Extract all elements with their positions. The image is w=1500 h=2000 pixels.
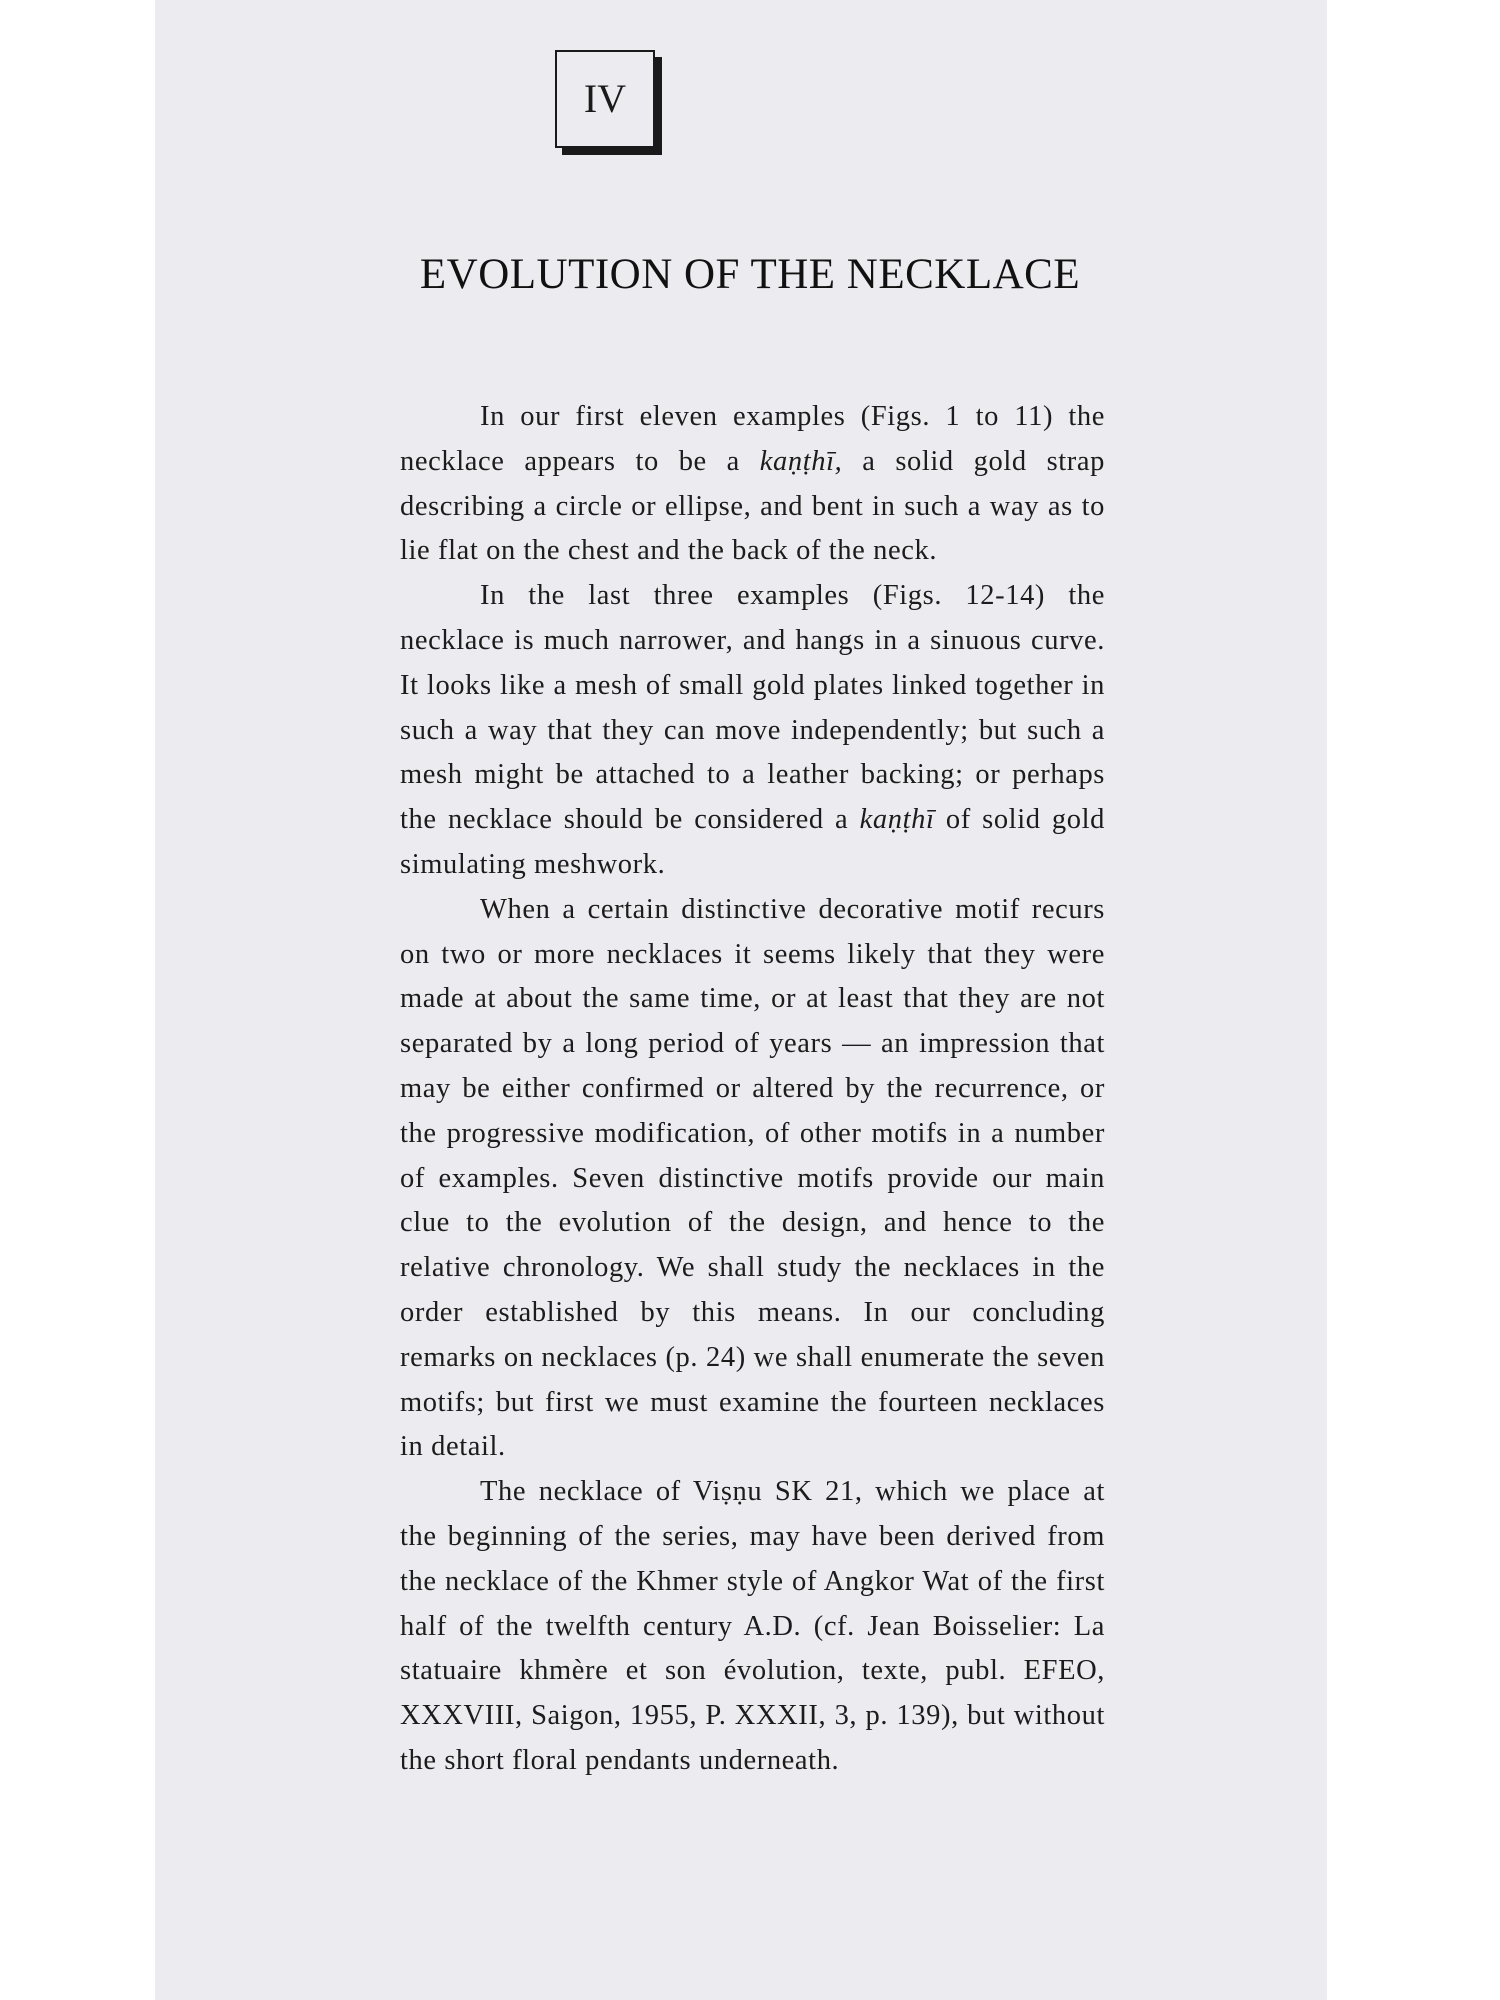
paragraph-1: In our first eleven examples (Figs. 1 to 11) the necklace appears to be a kaṇṭhī, a solid gold strap describing a circle or ellipse, and bent in such a way as to lie flat on the chest and the back of the neck.: [400, 401, 1106, 567]
body-text: [400, 395, 1105, 1784]
chapter-number: IV: [583, 76, 627, 121]
paragraph-2: In the last three examples (Figs. 12-14) the necklace is much narrower, and hangs in a sinuous curve. It looks like a mesh of small gold plates linked together in such a way that they can move independently; but such a mesh might be attached to a leather backing; or perhaps the necklace should be considered a kaṇṭhī of solid gold simulating meshwork.: [400, 580, 1105, 880]
paragraph-4: The necklace of Viṣṇu SK 21, which we place at the beginning of the series, may have been derived from the necklace of the Khmer style of Angkor Wat of the first half of the twelfth century A.D. (cf. Jean Boisselier: La statuaire khmère et son évolution, texte, publ. EFEO, XXXVIII, Saigon, 1955, P. XXXII, 3, p. 139), but without the short floral pendants underneath.: [400, 1476, 1105, 1776]
italic-term: kaṇṭhī: [859, 804, 935, 836]
italic-term: kaṇṭhī,: [759, 445, 843, 477]
chapter-title: EVOLUTION OF THE NECKLACE: [419, 251, 1081, 298]
paragraph-3: When a certain distinctive decorative motif recurs on two or more necklaces it seems likely that they were made at about the same time, or at least that they are not separated by a long period of years — an impression that may be either confirmed or altered by the recurrence, or the progressive modification, of other motifs in a number of examples. Seven distinctive motifs provide our main clue to the evolution of the design, and hence to the relative chronology. We shall study the necklaces in the order established by this means. In our concluding remarks on necklaces (p. 24) we shall enumerate the seven motifs; but first we must examine the fourteen necklaces in detail.: [400, 893, 1105, 1463]
chapter-number-box: [555, 50, 655, 148]
